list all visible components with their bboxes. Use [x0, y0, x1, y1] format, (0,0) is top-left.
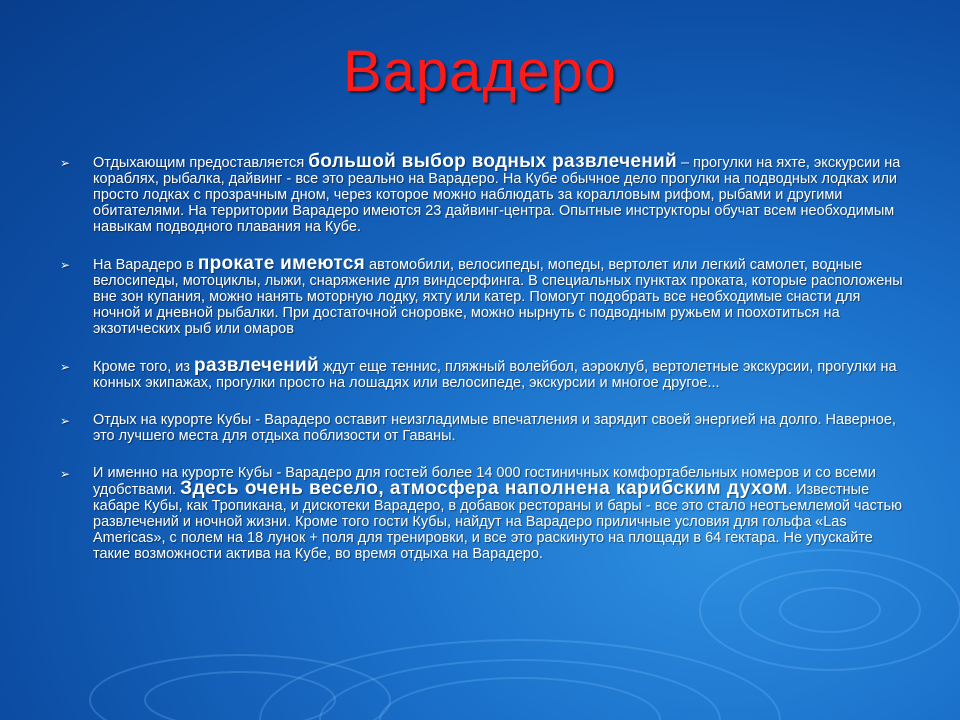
list-item [60, 465, 910, 562]
list-item [60, 253, 910, 337]
arrow-bullet-icon: ➢ [60, 156, 71, 170]
list-item [60, 355, 910, 391]
arrow-bullet-icon: ➢ [60, 467, 71, 481]
list-item [60, 151, 910, 235]
item-text: . Известные кабаре Кубы, как Тропикана, и дискотеки Варадеро, в добавок рестораны и бары - все это стало неотъемлемой частью развлечений и ночной жизни. Кроме того гости Кубы, найдут на Варадеро приличные условия для гольфа «Las Americas», с полем на 18 лунок + поля для тренировки, и все это раскинуто на площади в 64 гектара. Не упускайте такие возможности актива на Кубе, во время отдыха на Варадеро. [93, 482, 902, 562]
item-emphasis: развлечений [194, 355, 319, 376]
arrow-bullet-icon: ➢ [60, 414, 71, 428]
list-item [60, 412, 910, 444]
arrow-bullet-icon: ➢ [60, 258, 71, 272]
item-text: – прогулки на яхте, экскурсии на кораблях, рыбалка, дайвинг - все это реально на Варадеро. На Кубе обычное дело прогулки на подводных лодках или просто лодках с прозрачным дном, через которое можно наблюдать за коралловым рифом, рыбами и другими обитателями. На территории Варадеро имеются 23 дайвинг-центра. Опытные инструкторы обучат всем необходимым навыкам подводного плавания на Кубе. [93, 155, 901, 235]
item-text: На Варадеро в [93, 257, 198, 273]
item-emphasis: большой выбор водных развлечений [308, 151, 678, 172]
slide-title: Варадеро [342, 39, 618, 104]
bullet-list [60, 151, 910, 583]
item-text: ждут еще теннис, пляжный волейбол, аэроклуб, вертолетные экскурсии, прогулки на конных экипажах, прогулки просто на лошадях или велосипеде, экскурсии и многое другое... [93, 359, 897, 391]
item-text: Отдыхающим предоставляется [93, 155, 309, 171]
arrow-bullet-icon: ➢ [60, 360, 71, 374]
item-text: автомобили, велосипеды, мопеды, вертолет или легкий самолет, водные велосипеды, мотоциклы, лыжи, снаряжение для виндсерфинга. В специальных пунктах проката, которые расположены вне зон купания, можно нанять моторную лодку, яхту или катер. Помогут подобрать все необходимые снасти для ночной и дневной рыбалки. При достаточной сноровке, можно нырнуть с подводным ружьем и поохотиться на экзотических рыб или омаров [93, 257, 903, 337]
item-emphasis: Здесь очень весело, атмосфера наполнена карибским духом [180, 478, 789, 499]
item-text: Отдых на курорте Кубы - Варадеро оставит неизгладимые впечатления и зарядит своей энергией на долго. Наверное, это лучшего места для отдыха поблизости от Гаваны. [93, 412, 896, 444]
item-text: И именно на курорте Кубы - Варадеро для гостей более 14 000 гостиничных комфортабельных номеров и со всеми удобствами. [93, 465, 876, 498]
item-emphasis: прокате имеются [197, 253, 366, 274]
item-text: Кроме того, из [93, 359, 195, 375]
